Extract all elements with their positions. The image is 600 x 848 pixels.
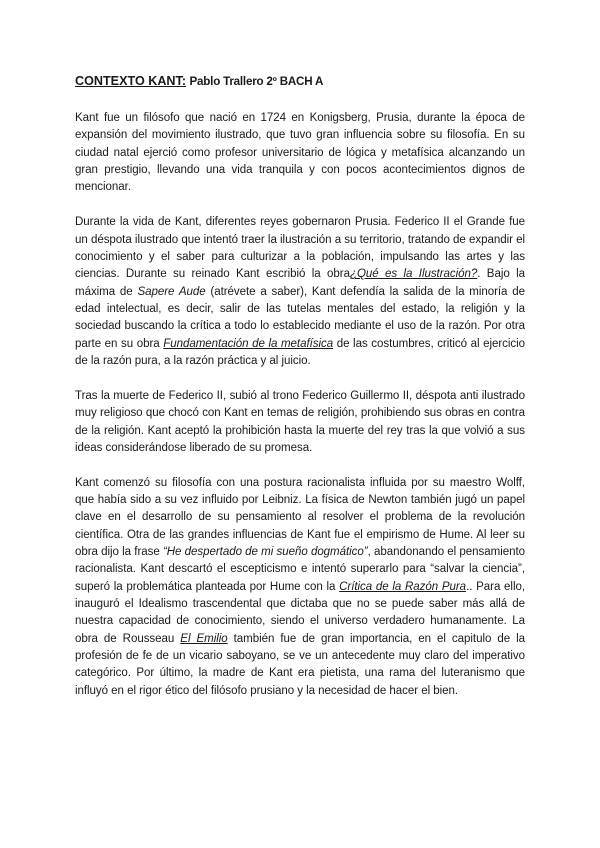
paragraph-2-text-4: de las costumbres, criticó al ejercicio de la razón pura, a la razón práctica y al juicio. — [75, 337, 526, 367]
work-title-critica-razon-pura: Crítica de la Razón Pura — [339, 580, 467, 593]
paragraph-4-text-3: .. Para ello, inauguró el Idealismo trascendental que dictaba que no se puede saber más allá de nuestra capacidad de conocimiento, siendo el universo verdadero humanamente. La obra de Rousseau — [75, 580, 525, 645]
paragraph-4-text-2: , abandonando el pensamiento racionalista. Kant descartó el escepticismo e intentó superarlo para “salvar la ciencia”, superó la problemática planteada por Hume con la — [75, 546, 526, 593]
author-line: Pablo Trallero 2º BACH A — [189, 75, 324, 88]
document-header — [75, 72, 525, 91]
paragraph-4-text-4: también fue de gran importancia, en el capitulo de la profesión de fe de un vicario saboyano, se ve un antecedente muy claro del imperativo categórico. Por último, la madre de Kant era pietista, una rama del luteranismo que influyó en el rigor ético del filósofo prusiano y la necesidad de hacer el bien. — [75, 632, 525, 697]
hume-quote: “He despertado de mi sueño dogmático” — [162, 546, 368, 559]
document-title: CONTEXTO KANT: — [75, 74, 187, 88]
paragraph-2-text-1: Durante la vida de Kant, diferentes reyes gobernaron Prusia. Federico II el Grande fue un déspota ilustrado que intentó traer la ilustración a su territorio, tratando de expandir el conocimiento y el saber para culturizar a la población, impulsando las artes y las ciencias. Durante su reinado Kant escribió la obra — [75, 216, 525, 281]
paragraph-4 — [75, 475, 525, 700]
paragraph-4-text-1: Kant comenzó su filosofía con una postura racionalista influida por su maestro Wolff, que había sido a su vez influido por Leibniz. La física de Newton también jugó un papel clave en el desarrollo de su pensamiento al resolver el problema de la revolución científica. Otra de las grandes influencias de Kant fue el empirismo de Hume. Al leer su obra dijo la frase — [75, 476, 525, 559]
work-title-que-es-la-ilustracion: ¿Qué es la Ilustración? — [349, 268, 478, 281]
paragraph-2 — [75, 214, 525, 370]
paragraph-2-text-2: . Bajo la máxima de — [75, 268, 525, 298]
paragraph-1: Kant fue un filósofo que nació en 1724 en Konigsberg, Prusia, durante la época de expansión del movimiento ilustrado, que tuvo gran influencia sobre su filosofía. En su ciudad natal ejerció como profesor universitario de lógica y metafísica alcanzando un gran prestigio, llevando una vida tranquila y con pocos acontecimientos dignos de mencionar. — [75, 112, 525, 194]
work-title-el-emilio: El Emilio — [180, 632, 228, 645]
paragraph-3: Tras la muerte de Federico II, subió al trono Federico Guillermo II, déspota anti ilustrado muy religioso que chocó con Kant en temas de religión, prohibiendo sus obras en contra de la religión. Kant aceptó la prohibición hasta la muerte del rey tras la que volvió a sus ideas considerándose liberado de su promesa. — [75, 389, 525, 454]
document-page — [75, 72, 525, 718]
work-title-fundamentacion: Fundamentación de la metafísica — [163, 337, 334, 350]
paragraph-2-text-3: (atrévete a saber), Kant defendía la salida de la minoría de edad intelectual, es decir, salir de las tutelas mentales del estado, la religión y la sociedad buscando la crítica a todo lo establecido mediante el uso de la razón. Por otra parte en su obra — [75, 285, 525, 350]
sapere-aude-phrase: Sapere Aude — [137, 285, 206, 298]
